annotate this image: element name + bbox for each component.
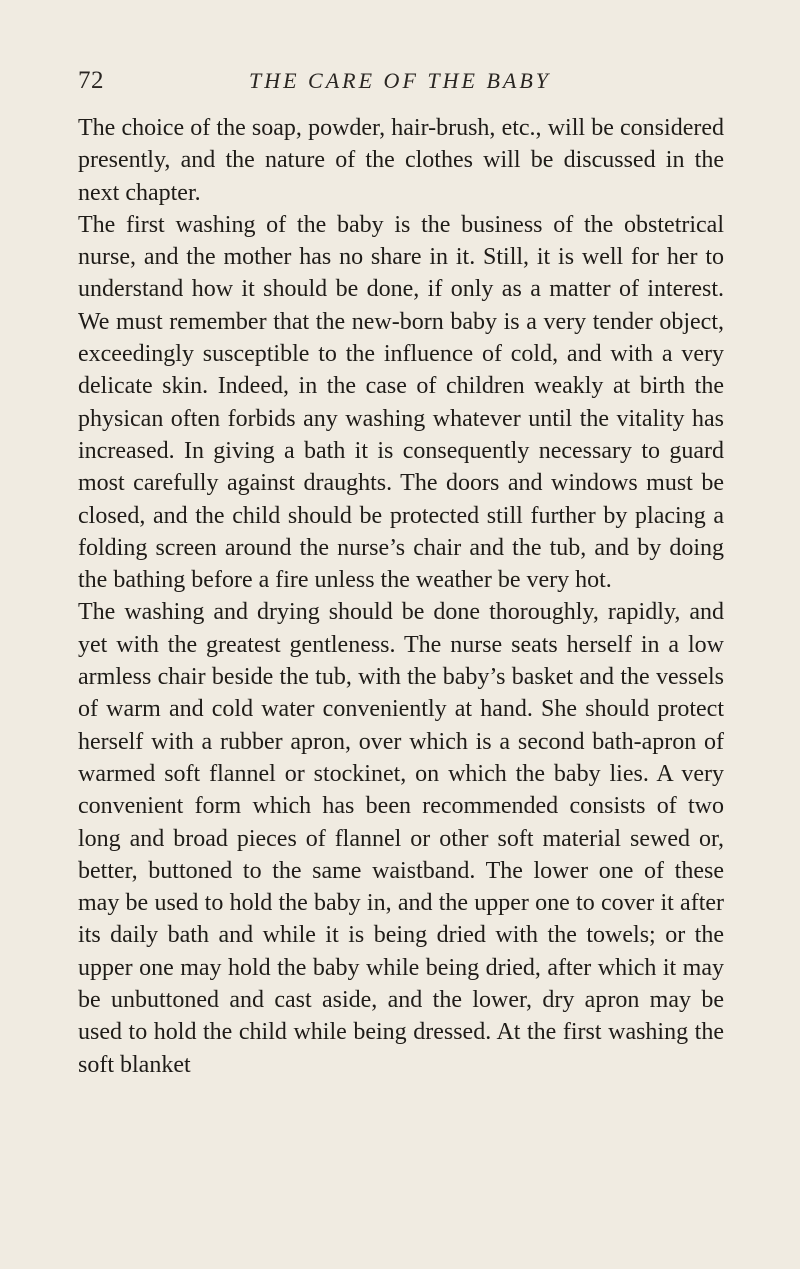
page-header <box>78 66 722 102</box>
paragraph: The first washing of the baby is the business of the obstetrical nurse, and the mother has no share in it. Still, it is well for her to understand how it should be done, if only as a matter of interest. We must remember that the new-born baby is a very tender object, exceedingly susceptible to the influence of cold, and with a very delicate skin. Indeed, in the case of children weakly at birth the physican often forbids any washing whatever until the vitality has increased. In giving a bath it is consequently necessary to guard most carefully against draughts. The doors and windows must be closed, and the child should be protected still further by placing a folding screen around the nurse’s chair and the tub, and by doing the bathing before a fire unless the weather be very hot. <box>78 211 724 594</box>
paragraph: The choice of the soap, powder, hair-brush, etc., will be considered presently, and the nature of the clothes will be discussed in the next chapter. <box>78 115 724 206</box>
page-number: 72 <box>78 67 104 94</box>
paragraph: The washing and drying should be done thoroughly, rapidly, and yet with the greatest gentleness. The nurse seats herself in a low armless chair beside the tub, with the baby’s basket and the vessels of warm and cold water conveniently at hand. She should protect herself with a rubber apron, over which is a second bath-apron of warmed soft flannel or stockinet, on which the baby lies. A very convenient form which has been recommended consists of two long and broad pieces of flannel or other soft material sewed or, better, buttoned to the same waistband. The lower one of these may be used to hold the baby in, and the upper one to cover it after its daily bath and while it is being dried with the towels; or the upper one may hold the baby while being dried, after which it may be unbuttoned and cast aside, and the lower, dry apron may be used to hold the child while being dressed. At the first washing the soft blanket <box>78 599 724 1078</box>
body-text <box>78 112 724 1081</box>
running-title: THE CARE OF THE BABY <box>249 68 551 93</box>
